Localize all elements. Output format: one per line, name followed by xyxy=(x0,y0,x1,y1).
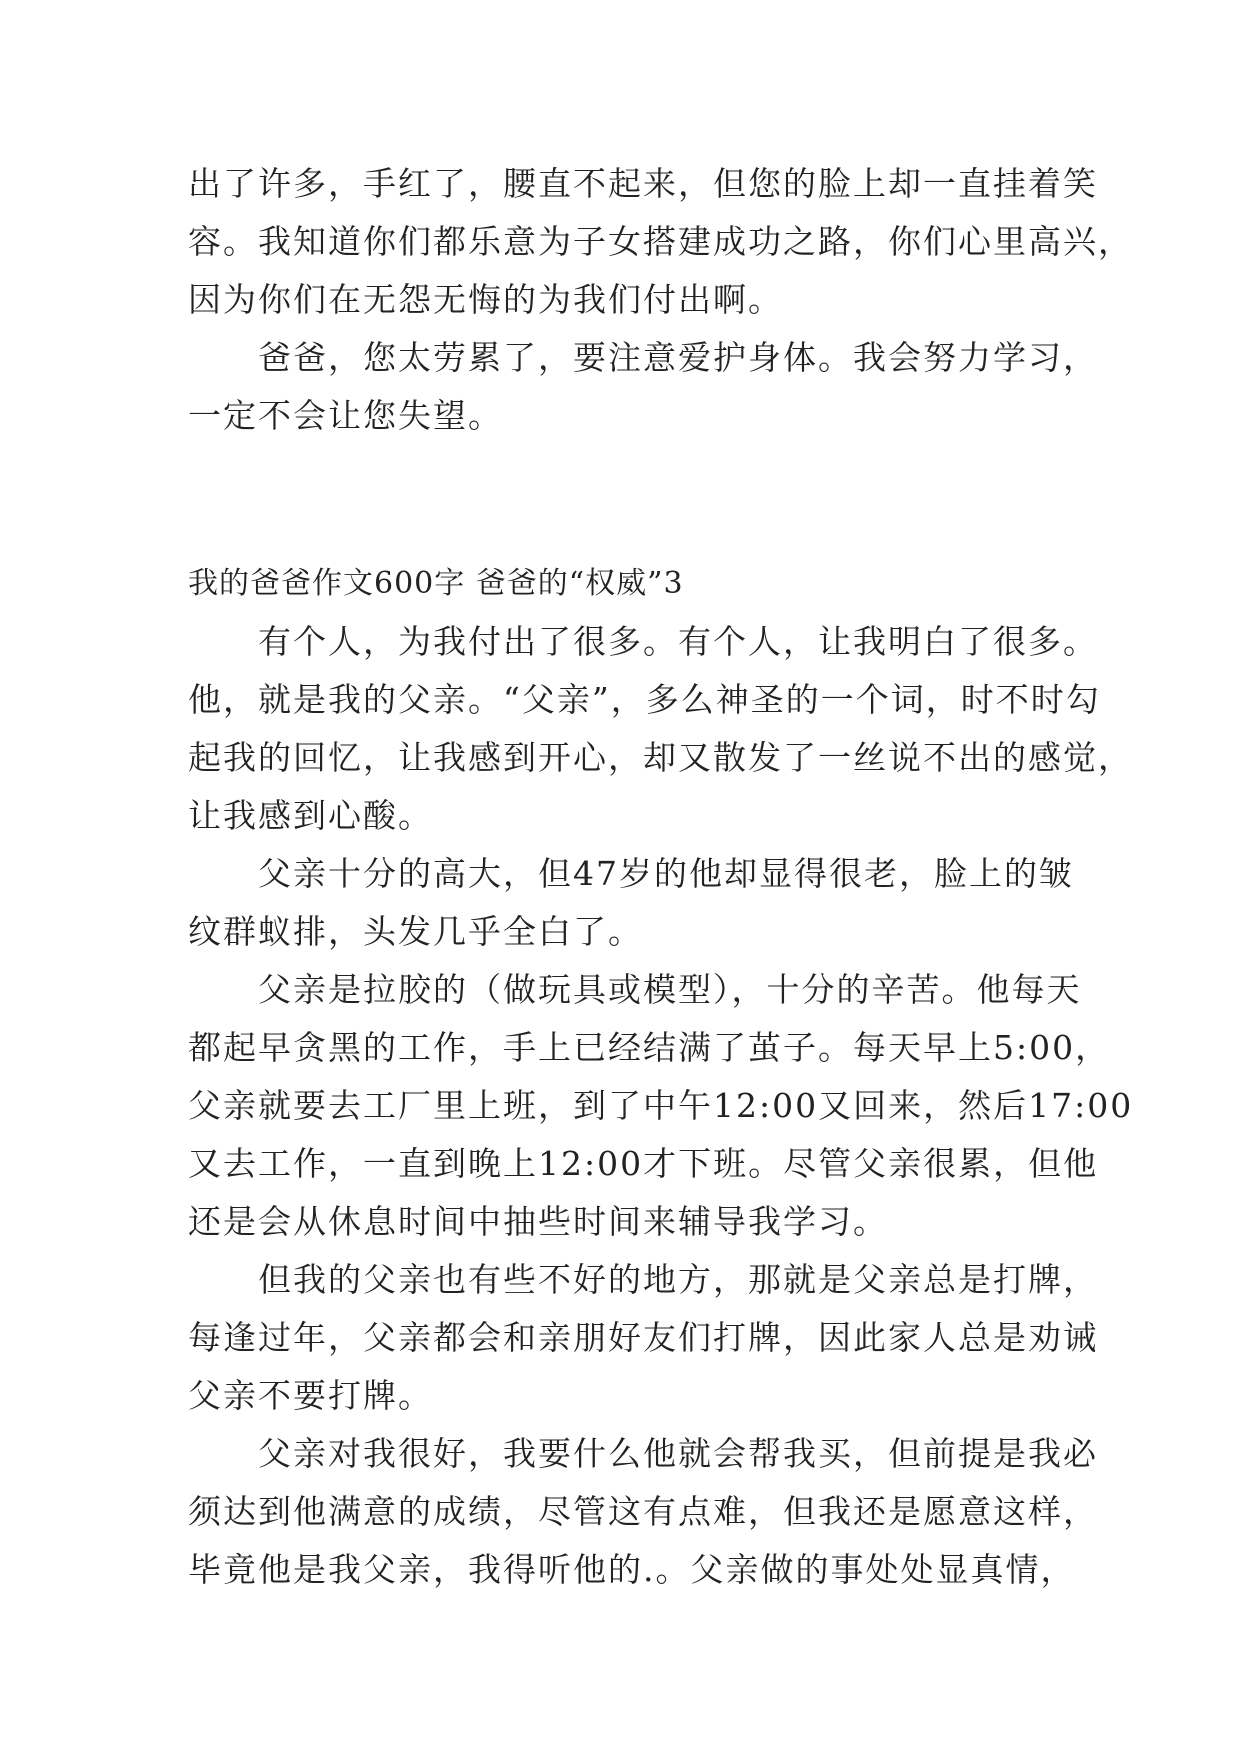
text-line: 容。我知道你们都乐意为子女搭建成功之路，你们心里高兴， xyxy=(188,222,1133,261)
paragraph xyxy=(188,1425,1098,1599)
text-line: 父亲十分的高大，但47岁的他却显得很老，脸上的皱 xyxy=(258,854,1074,893)
text-line: 每逢过年，父亲都会和亲朋好友们打牌，因此家人总是劝诫 xyxy=(188,1318,1098,1357)
text-line: 父亲就要去工厂里上班，到了中午12:00又回来，然后17:00 xyxy=(188,1086,1134,1125)
paragraph xyxy=(188,961,1134,1251)
text-line: 他，就是我的父亲。“父亲”，多么神圣的一个词，时不时勾 xyxy=(188,680,1101,719)
paragraph xyxy=(188,1251,1098,1425)
text-line: 又去工作，一直到晚上12:00才下班。尽管父亲很累，但他 xyxy=(188,1144,1099,1183)
section-spacer xyxy=(188,445,1068,555)
paragraph xyxy=(188,155,1133,329)
text-line: 让我感到心酸。 xyxy=(188,796,433,835)
text-line: 父亲是拉胶的（做玩具或模型），十分的辛苦。他每天 xyxy=(258,970,1082,1009)
text-line: 起我的回忆，让我感到开心，却又散发了一丝说不出的感觉， xyxy=(188,738,1133,777)
text-line: 有个人，为我付出了很多。有个人，让我明白了很多。 xyxy=(258,622,1098,661)
text-line: 毕竟他是我父亲，我得听他的.。父亲做的事处处显真情， xyxy=(188,1550,1076,1589)
paragraph xyxy=(188,845,1074,961)
paragraph xyxy=(188,613,1133,845)
text-line: 一定不会让您失望。 xyxy=(188,396,503,435)
text-line: 都起早贪黑的工作，手上已经结满了茧子。每天早上5:00， xyxy=(188,1028,1111,1067)
text-line: 因为你们在无怨无悔的为我们付出啊。 xyxy=(188,280,783,319)
text-line: 纹群蚁排，头发几乎全白了。 xyxy=(188,912,643,951)
text-line: 但我的父亲也有些不好的地方，那就是父亲总是打牌， xyxy=(258,1260,1098,1299)
document-body xyxy=(188,155,1134,1599)
text-line: 爸爸，您太劳累了，要注意爱护身体。我会努力学习， xyxy=(258,338,1098,377)
text-line: 父亲不要打牌。 xyxy=(188,1376,433,1415)
text-line: 须达到他满意的成绩，尽管这有点难，但我还是愿意这样， xyxy=(188,1492,1098,1531)
text-line: 父亲对我很好，我要什么他就会帮我买，但前提是我必 xyxy=(258,1434,1098,1473)
text-line: 出了许多，手红了，腰直不起来，但您的脸上却一直挂着笑 xyxy=(188,164,1098,203)
paragraph xyxy=(188,329,1098,445)
section-heading: 我的爸爸作文600字 爸爸的“权威”3 xyxy=(188,566,684,601)
text-line: 还是会从休息时间中抽些时间来辅导我学习。 xyxy=(188,1202,888,1241)
